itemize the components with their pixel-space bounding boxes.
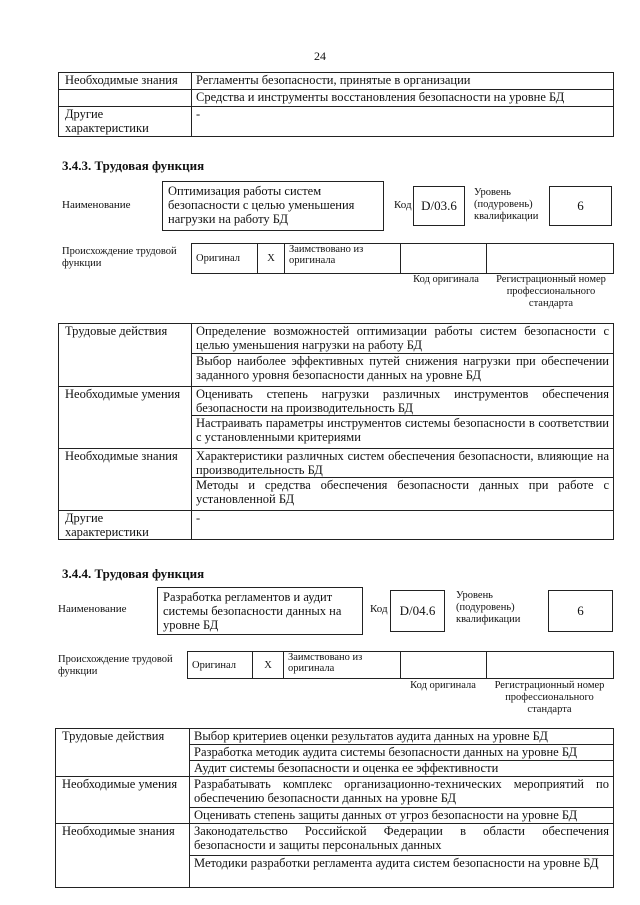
origin-borrowed: Заимствовано из оригинала (284, 652, 401, 679)
caption-code: Код оригинала (410, 680, 476, 691)
row-item: Оценивать степень защиты данных от угроз безопасности на уровне БД (190, 808, 614, 824)
row-item: Аудит системы безопасности и оценка ее эффективности (190, 761, 614, 777)
origin-table (187, 651, 614, 679)
code-label: Код (370, 603, 388, 615)
row-item: Разработка методик аудита системы безопасности данных на уровне БД (190, 745, 614, 761)
origin-original: Оригинал (188, 652, 253, 679)
origin-code-cell (401, 652, 487, 679)
name-label: Наименование (58, 603, 127, 615)
level-label: Уровень (подуровень) квалификации (456, 590, 521, 625)
row-item: Разрабатывать комплекс организационно-технических мероприятий по обеспечению безопасности данных на уровне БД (190, 777, 614, 808)
row-head: Необходимые знания (59, 449, 192, 511)
top-table (58, 72, 614, 137)
caption-code: Код оригинала (413, 274, 479, 285)
origin-table (191, 243, 614, 274)
function-name-box: Разработка регламентов и аудит системы безопасности данных на уровне БД (157, 587, 363, 635)
row-item: Определение возможностей оптимизации работы систем безопасности с целью уменьшения нагрузки на работу БД (192, 324, 614, 354)
top-row-head: Другие характеристики (59, 107, 192, 137)
section-heading: 3.4.3. Трудовая функция (62, 158, 205, 173)
row-head: Другие характеристики (59, 511, 192, 540)
row-item: - (192, 511, 614, 540)
level-value-box: 6 (548, 590, 613, 632)
top-row-head-cont (59, 90, 192, 107)
origin-code-cell (401, 244, 487, 274)
row-head: Необходимые умения (59, 387, 192, 449)
level-value-box: 6 (549, 186, 612, 226)
row-item: Методики разработки регламента аудита систем безопасности на уровне БД (190, 856, 614, 888)
origin-reg-cell (487, 244, 614, 274)
row-item: Настраивать параметры инструментов системы безопасности в соответствии с установленными критериями (192, 416, 614, 449)
row-head: Необходимые знания (56, 824, 190, 888)
section-343-table (58, 323, 614, 540)
section-heading: 3.4.4. Трудовая функция (62, 566, 205, 581)
row-item: Выбор наиболее эффективных путей снижения нагрузки при обеспечении заданного уровня безопасности данных на уровне БД (192, 354, 614, 387)
top-row-item: Средства и инструменты восстановления безопасности на уровне БД (192, 90, 614, 107)
row-item: Законодательство Российской Федерации в области обеспечения безопасности и защиты персональных данных (190, 824, 614, 856)
origin-borrowed: Заимствовано из оригинала (285, 244, 401, 274)
origin-reg-cell (487, 652, 614, 679)
row-head: Трудовые действия (56, 729, 190, 777)
row-item: Методы и средства обеспечения безопасности данных при работе с установленной БД (192, 478, 614, 511)
origin-label: Происхождение трудовой функции (62, 246, 177, 269)
top-row-item: - (192, 107, 614, 137)
top-row-item: Регламенты безопасности, принятые в организации (192, 73, 614, 90)
function-name-box: Оптимизация работы систем безопасности с целью уменьшения нагрузки на работу БД (162, 181, 384, 231)
page-number: 24 (314, 49, 326, 63)
code-value-box: D/03.6 (413, 186, 465, 226)
level-label: Уровень (подуровень) квалификации (474, 187, 539, 222)
code-label: Код (394, 199, 412, 211)
row-head: Трудовые действия (59, 324, 192, 387)
top-row-head: Необходимые знания (59, 73, 192, 90)
row-item: Выбор критериев оценки результатов аудита данных на уровне БД (190, 729, 614, 745)
origin-original: Оригинал (192, 244, 258, 274)
row-head: Необходимые умения (56, 777, 190, 824)
origin-mark: X (253, 652, 284, 679)
row-item: Характеристики различных систем обеспечения безопасности, влияющие на производительность БД (192, 449, 614, 478)
origin-label: Происхождение трудовой функции (58, 654, 173, 677)
caption-reg: Регистрационный номер профессионального стандарта (496, 274, 606, 309)
code-value-box: D/04.6 (390, 590, 445, 632)
origin-mark: X (258, 244, 285, 274)
caption-reg: Регистрационный номер профессионального стандарта (494, 680, 605, 715)
section-344-table (55, 728, 614, 888)
name-label: Наименование (62, 199, 131, 211)
row-item: Оценивать степень нагрузки различных инструментов обеспечения безопасности на производительность БД (192, 387, 614, 416)
